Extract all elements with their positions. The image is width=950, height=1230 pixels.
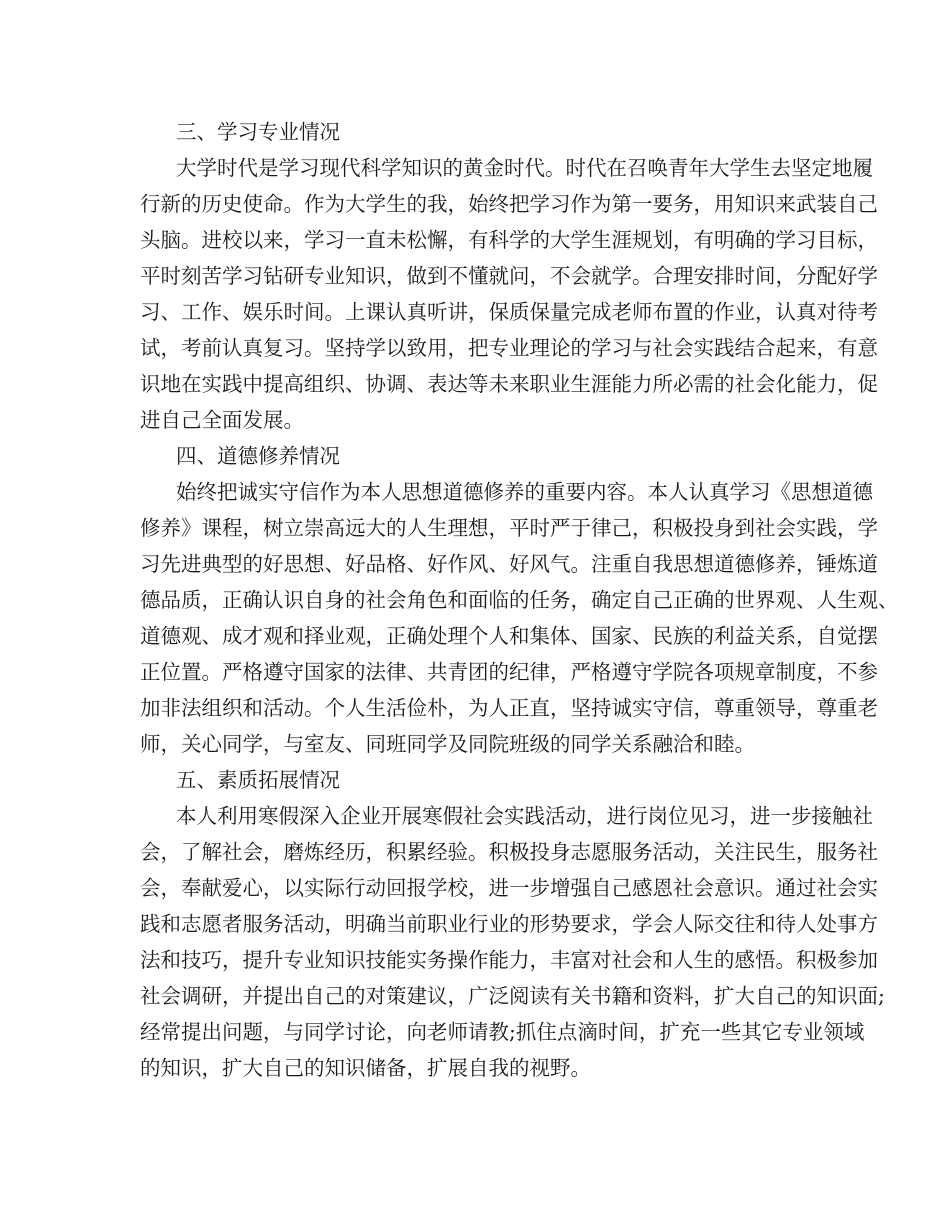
paragraph-line: 正位置。严格遵守国家的法律、共青团的纪律，严格遵守学院各项规章制度，不参 xyxy=(140,660,878,684)
paragraph-line: 法和技巧，提升专业知识技能实务操作能力，丰富对社会和人生的感悟。积极参加 xyxy=(140,948,878,972)
paragraph-line: 践和志愿者服务活动，明确当前职业行业的形势要求，学会人际交往和待人处事方 xyxy=(140,912,878,936)
paragraph-line: 头脑。进校以来，学习一直未松懈，有科学的大学生涯规划，有明确的学习目标， xyxy=(140,228,878,252)
paragraph-line: 试，考前认真复习。坚持学以致用，把专业理论的学习与社会实践结合起来，有意 xyxy=(140,336,878,360)
paragraph-line: 始终把诚实守信作为本人思想道德修养的重要内容。本人认真学习《思想道德 xyxy=(176,480,873,504)
paragraph-line: 会，奉献爱心，以实际行动回报学校，进一步增强自己感恩社会意识。通过社会实 xyxy=(140,876,878,900)
paragraph-line: 道德观、成才观和择业观，正确处理个人和集体、国家、民族的利益关系，自觉摆 xyxy=(140,624,878,648)
paragraph-line: 德品质，正确认识自身的社会角色和面临的任务，确定自己正确的世界观、人生观、 xyxy=(140,588,899,612)
section-heading-quality: 五、素质拓展情况 xyxy=(176,768,340,792)
paragraph-line: 经常提出问题，与同学讨论，向老师请教;抓住点滴时间，扩充一些其它专业领域 xyxy=(140,1020,865,1044)
paragraph-line: 行新的历史使命。作为大学生的我，始终把学习作为第一要务，用知识来武装自己 xyxy=(140,192,878,216)
paragraph-line: 习、工作、娱乐时间。上课认真听讲，保质保量完成老师布置的作业，认真对待考 xyxy=(140,300,878,324)
section-heading-study: 三、学习专业情况 xyxy=(176,120,340,144)
paragraph-line: 识地在实践中提高组织、协调、表达等未来职业生涯能力所必需的社会化能力，促 xyxy=(140,372,878,396)
paragraph-line: 平时刻苦学习钻研专业知识，做到不懂就问，不会就学。合理安排时间，分配好学 xyxy=(140,264,878,288)
paragraph-line: 社会调研，并提出自己的对策建议，广泛阅读有关书籍和资料，扩大自己的知识面; xyxy=(140,984,885,1008)
paragraph-line: 的知识，扩大自己的知识储备，扩展自我的视野。 xyxy=(140,1056,591,1080)
paragraph-line: 大学时代是学习现代科学知识的黄金时代。时代在召唤青年大学生去坚定地履 xyxy=(176,156,873,180)
paragraph-line: 修养》课程，树立崇高远大的人生理想，平时严于律己，积极投身到社会实践，学 xyxy=(140,516,878,540)
section-heading-morality: 四、道德修养情况 xyxy=(176,444,340,468)
paragraph-line: 习先进典型的好思想、好品格、好作风、好风气。注重自我思想道德修养，锤炼道 xyxy=(140,552,878,576)
paragraph-line: 会，了解社会，磨炼经历，积累经验。积极投身志愿服务活动，关注民生，服务社 xyxy=(140,840,878,864)
paragraph-line: 本人利用寒假深入企业开展寒假社会实践活动，进行岗位见习，进一步接触社 xyxy=(176,804,873,828)
paragraph-line: 师，关心同学，与室友、同班同学及同院班级的同学关系融洽和睦。 xyxy=(140,732,755,756)
paragraph-line: 进自己全面发展。 xyxy=(140,408,304,432)
paragraph-line: 加非法组织和活动。个人生活俭朴，为人正直，坚持诚实守信，尊重领导，尊重老 xyxy=(140,696,878,720)
